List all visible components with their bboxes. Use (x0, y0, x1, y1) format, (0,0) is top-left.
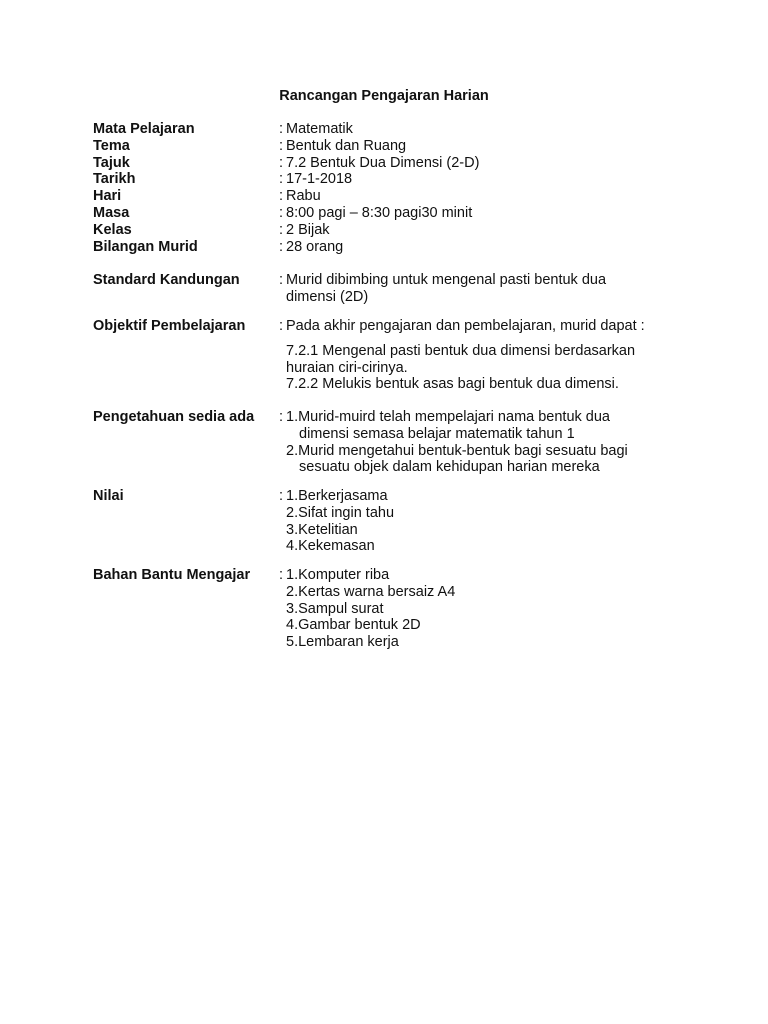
field-colon: : (279, 188, 284, 205)
section-label: Nilai (93, 488, 124, 504)
section-colon: : (279, 409, 284, 425)
field-row-bilangan-murid (93, 239, 693, 256)
section-objektif-pembelajaran (93, 318, 693, 393)
field-label: Mata Pelajaran (93, 121, 195, 137)
list-item: huraian ciri-cirinya. (286, 359, 408, 376)
field-label: Tajuk (93, 154, 130, 171)
section-pengetahuan-sedia-ada (93, 409, 693, 476)
section-standard-kandungan (93, 272, 693, 306)
text-line: dimensi (2D) (286, 288, 369, 305)
text-line: 1.Murid-muird telah mempelajari nama bentuk dua (286, 409, 610, 425)
section-colon: : (279, 567, 284, 583)
section-value (286, 488, 693, 555)
field-row-masa (93, 205, 693, 222)
text-line: sesuatu objek dalam kehidupan harian mereka (299, 459, 600, 476)
field-label: Kelas (93, 221, 132, 238)
section-colon: : (279, 488, 284, 504)
section-value (286, 318, 693, 393)
list-item: 1.Berkerjasama (286, 488, 388, 504)
section-colon: : (279, 318, 284, 334)
text-line: 2.Murid mengetahui bentuk-bentuk bagi sesuatu bagi (286, 442, 628, 459)
list-item: 2.Sifat ingin tahu (286, 504, 395, 521)
list-item: 2.Kertas warna bersaiz A4 (286, 583, 456, 600)
list-item: 3.Ketelitian (286, 521, 358, 538)
field-value: 28 orang (286, 238, 344, 255)
field-row-tarikh (93, 171, 693, 188)
page-title: Rancangan Pengajaran Harian (279, 88, 489, 104)
field-row-kelas (93, 222, 693, 239)
field-colon: : (279, 137, 284, 154)
field-colon: : (279, 221, 284, 238)
list-item: 7.2.1 Mengenal pasti bentuk dua dimensi berdasarkan (286, 342, 636, 359)
section-value (286, 272, 693, 306)
field-colon: : (279, 204, 284, 221)
list-item: 4.Gambar bentuk 2D (286, 617, 421, 634)
field-value: Rabu (286, 188, 321, 205)
section-nilai (93, 488, 693, 555)
section-colon: : (279, 272, 284, 288)
field-row-tema (93, 138, 693, 155)
field-row-hari (93, 188, 693, 205)
objektif-list (286, 343, 693, 393)
list-item: 4.Kekemasan (286, 538, 375, 555)
field-value: 8:00 pagi – 8:30 pagi30 minit (286, 204, 473, 221)
list-item: 5.Lembaran kerja (286, 634, 399, 651)
section-label: Objektif Pembelajaran (93, 318, 246, 334)
header-fields (93, 121, 693, 255)
section-label: Standard Kandungan (93, 272, 240, 288)
section-label: Pengetahuan sedia ada (93, 409, 255, 425)
field-colon: : (279, 171, 284, 188)
text-line: dimensi semasa belajar matematik tahun 1 (299, 425, 575, 442)
section-value (286, 567, 693, 651)
list-item: 7.2.2 Melukis bentuk asas bagi bentuk dua dimensi. (286, 376, 619, 393)
field-value: Matematik (286, 121, 353, 137)
field-label: Masa (93, 204, 130, 221)
section-value (286, 409, 693, 476)
field-value: 17-1-2018 (286, 171, 353, 188)
list-item: 1.Komputer riba (286, 567, 390, 583)
field-value: 2 Bijak (286, 221, 330, 238)
objektif-intro: Pada akhir pengajaran dan pembelajaran, murid dapat : (286, 318, 645, 334)
field-value: 7.2 Bentuk Dua Dimensi (2-D) (286, 154, 480, 171)
field-label: Hari (93, 188, 122, 205)
field-label: Tema (93, 137, 130, 154)
field-colon: : (279, 154, 284, 171)
field-row-mata-pelajaran (93, 121, 693, 138)
section-label: Bahan Bantu Mengajar (93, 567, 251, 583)
text-line: Murid dibimbing untuk mengenal pasti bentuk dua (286, 272, 607, 288)
field-row-tajuk (93, 155, 693, 172)
field-value: Bentuk dan Ruang (286, 137, 407, 154)
field-colon: : (279, 121, 284, 137)
field-label: Tarikh (93, 171, 136, 188)
section-bahan-bantu-mengajar (93, 567, 693, 651)
list-item: 3.Sampul surat (286, 600, 384, 617)
field-colon: : (279, 238, 284, 255)
field-label: Bilangan Murid (93, 238, 198, 255)
